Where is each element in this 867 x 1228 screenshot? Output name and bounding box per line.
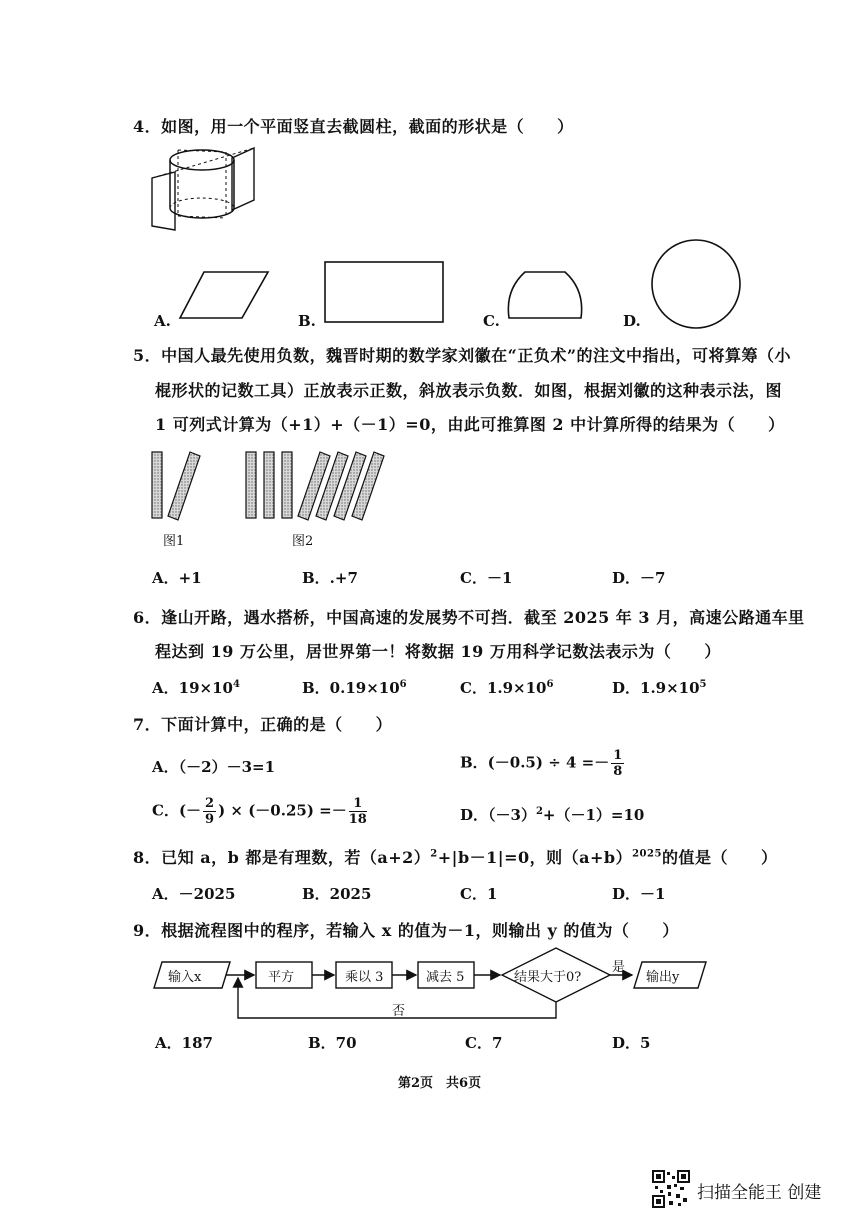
flow-output-label: 输出y	[646, 970, 680, 985]
q6-option-a[interactable]: A．$19\times 10^4$	[152, 679, 240, 697]
q5-option-c[interactable]: C．－1	[460, 569, 513, 587]
page-footer: 第2页 共6页	[398, 1076, 482, 1091]
q7-option-a[interactable]: A．（－2）－3=1	[152, 758, 276, 776]
q6-line2: 程达到 19 万公里，居世界第一！将数据 19 万用科学记数法表示为（ ）	[155, 642, 721, 661]
scanner-watermark: 扫描全能王 创建	[697, 1183, 822, 1203]
q4-stem: 4．如图，用一个平面竖直去截圆柱，截面的形状是（ ）	[133, 117, 574, 136]
q5-option-a[interactable]: A．+1	[152, 569, 202, 587]
flow-yes-label: 是	[612, 960, 626, 975]
q8-option-c[interactable]: C．1	[460, 885, 498, 903]
counting-rods-figure-2	[242, 448, 392, 524]
parallelogram-shape	[178, 270, 270, 322]
q7-option-c[interactable]: C．(－ $\frac{2}{9}$ ) × (－0.25) =－ $\frac{1}{18}$	[152, 796, 367, 827]
trapezoid-curved-shape	[505, 268, 585, 322]
q5-option-d[interactable]: D．－7	[612, 569, 666, 587]
q5-line1: 5．中国人最先使用负数，魏晋时期的数学家刘徽在“正负术”的注文中指出，可将算筹（小	[133, 346, 792, 365]
q5-line2: 棍形状的记数工具）正放表示正数，斜放表示负数．如图，根据刘徽的这种表示法，图	[155, 381, 783, 400]
q9-stem: 9．根据流程图中的程序，若输入 x 的值为－1，则输出 y 的值为（ ）	[133, 921, 679, 940]
counting-rods-figure-1	[148, 448, 208, 524]
q8-option-d[interactable]: D．－1	[612, 885, 666, 903]
q6-option-b[interactable]: B．$0.19\times 10^6$	[302, 679, 407, 697]
cylinder-cut-figure	[150, 140, 260, 232]
flow-square-label: 平方	[268, 970, 295, 985]
rectangle-shape	[323, 260, 445, 324]
q6-line1: 6．逢山开路，遇水搭桥，中国高速的发展势不可挡．截至 2025 年 3 月，高速公路通车里	[133, 608, 805, 627]
q8-stem: 8．已知 a，b 都是有理数，若$(a+2)^2+|b-1|=0$，则$(a+b)^{2025}$的值是（ ）	[133, 848, 778, 867]
flow-no-label: 否	[392, 1004, 406, 1019]
flow-condition-label: 结果大于0?	[514, 970, 582, 985]
flow-subtract-label: 减去 5	[426, 970, 465, 985]
q5-line3: 1 可列式计算为（+1）+（－1）=0，由此可推算图 2 中计算所得的结果为（ ）	[155, 415, 785, 434]
q9-option-b[interactable]: B．70	[308, 1034, 357, 1052]
q7-stem: 7．下面计算中，正确的是（ ）	[133, 715, 393, 734]
q7-option-d[interactable]: D．$(-3)^2+(-1)=10$	[460, 806, 645, 824]
flow-input-label: 输入x	[168, 970, 202, 985]
qr-code-icon	[652, 1170, 690, 1208]
q6-option-d[interactable]: D．$1.9\times 10^5$	[612, 679, 707, 697]
q4-option-b[interactable]: B.	[298, 312, 316, 330]
q8-option-b[interactable]: B．2025	[302, 885, 372, 903]
q9-option-d[interactable]: D．5	[612, 1034, 651, 1052]
figure-2-label: 图2	[292, 534, 314, 549]
q6-option-c[interactable]: C．$1.9\times 10^6$	[460, 679, 554, 697]
q8-option-a[interactable]: A．－2025	[152, 885, 236, 903]
flowchart	[150, 944, 720, 1026]
q7-option-b[interactable]: B．(－0.5) ÷ 4 =－ $\frac{1}{8}$	[460, 748, 623, 779]
figure-1-label: 图1	[163, 534, 185, 549]
q4-option-c[interactable]: C.	[483, 312, 500, 330]
q9-option-c[interactable]: C．7	[465, 1034, 503, 1052]
flow-multiply-label: 乘以 3	[345, 970, 384, 985]
q5-option-b[interactable]: B．.+7	[302, 569, 358, 587]
q4-option-a[interactable]: A.	[154, 312, 171, 330]
q9-option-a[interactable]: A．187	[155, 1034, 213, 1052]
circle-shape	[650, 238, 742, 330]
q4-option-d[interactable]: D.	[623, 312, 641, 330]
